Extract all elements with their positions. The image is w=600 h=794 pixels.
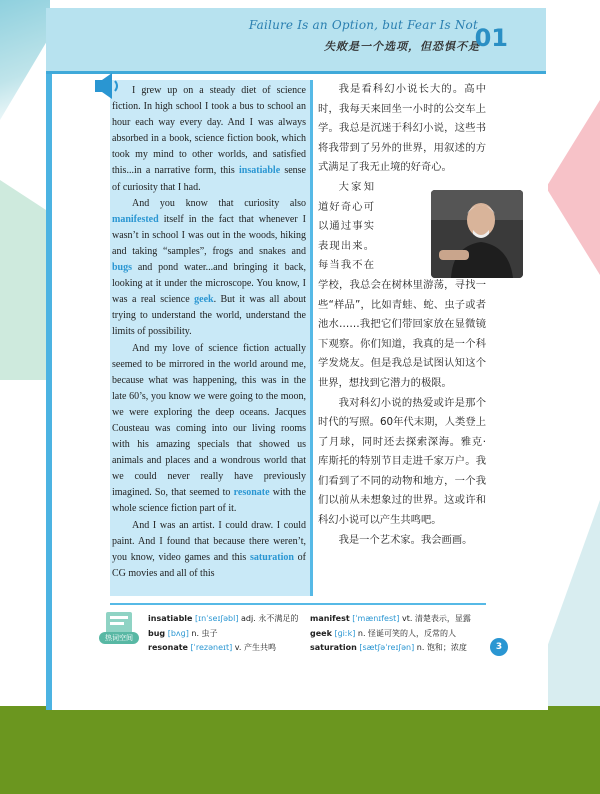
vocab-phonetic: [bʌɡ] bbox=[167, 628, 189, 638]
vocab-row bbox=[148, 641, 488, 656]
background-decoration-right-pink bbox=[546, 100, 600, 275]
keyword-geek[interactable]: geek bbox=[194, 294, 214, 306]
text-span: and pond water...and bringing it back, looking at it under the microscope. You know, I was a real science bbox=[112, 262, 306, 306]
vocab-phonetic: [ˈmænɪfest] bbox=[352, 614, 400, 623]
text-span: with the whole science fiction part of it. bbox=[112, 487, 306, 515]
left-margin-rule bbox=[46, 74, 52, 710]
english-paragraph-1 bbox=[112, 83, 306, 196]
english-column-border bbox=[310, 80, 313, 596]
text-span: . But it was all about trying to understand the world, understand the limits of possibility. bbox=[112, 294, 306, 338]
keyword-manifested[interactable]: manifested bbox=[112, 213, 159, 225]
chinese-paragraph-2 bbox=[318, 178, 486, 394]
vocab-definition: v. 产生共鸣 bbox=[234, 643, 276, 652]
vocab-word: manifest bbox=[310, 614, 350, 623]
vocab-entry-bug[interactable] bbox=[148, 627, 310, 642]
keyword-saturation[interactable]: saturation bbox=[250, 551, 294, 563]
vocab-word: insatiable bbox=[148, 614, 193, 623]
footer-band bbox=[0, 706, 600, 794]
english-paragraph-3 bbox=[112, 341, 306, 518]
vocab-entry-manifest[interactable] bbox=[310, 612, 488, 627]
text-span: I grew up on a steady diet of science fiction. In high school I took a bus to school an hour each way every day. And I was always absorbed in a book, science fiction book, which took my mind to other worlds, and satisfied this...in a narrative form, this bbox=[112, 85, 306, 177]
header-title-english: Failure Is an Option, but Fear Is Not bbox=[248, 18, 478, 32]
vocab-phonetic: [ˈrezəneɪt] bbox=[190, 643, 233, 652]
text-span: of CG movies and all of this bbox=[112, 551, 306, 579]
page-number: 3 bbox=[490, 638, 508, 656]
vocab-row bbox=[148, 627, 488, 642]
text-span: And I was an artist. I could draw. I could paint. And I found that because there weren’t, you know, video games and this bbox=[112, 519, 306, 563]
vocab-definition: n. 虫子 bbox=[191, 628, 218, 638]
photo-float-spacer bbox=[374, 180, 486, 266]
vocab-label: 热词空间 bbox=[99, 632, 139, 644]
background-decoration-top-left bbox=[0, 0, 50, 120]
vocab-word: bug bbox=[148, 628, 166, 638]
vocab-word: geek bbox=[310, 628, 332, 638]
chinese-paragraph-1: 我是看科幻小说长大的。高中时，我每天来回坐一小时的公交车上学。我总是沉迷于科幻小说，这些书将我带到了另外的世界，用叙述的方式满足了我无止境的好奇心。 bbox=[318, 83, 486, 174]
vocab-entry-resonate[interactable] bbox=[148, 641, 310, 656]
vocab-phonetic: [ɪnˈseɪʃəbl] bbox=[195, 614, 239, 623]
english-paragraph-4 bbox=[112, 518, 306, 582]
vocab-row bbox=[148, 612, 488, 627]
vocab-entry-saturation[interactable] bbox=[310, 641, 488, 656]
vocab-phonetic: [ɡiːk] bbox=[334, 628, 356, 638]
text-span: 大家知道好奇心可以通过事实表现出来。每当我不在学校，我总会在树林里游荡，寻找一些“样品”，比如青蛙、蛇、虫子或者池水……我把它们带回家放在显微镜下观察。你们知道，我真的是一个科学发烧友。但是我总是试图认知这个世界，想找到它潜力的极限。 bbox=[318, 180, 486, 389]
vocab-phonetic: [sætʃəˈreɪʃən] bbox=[359, 643, 415, 652]
vocab-entry-geek[interactable] bbox=[310, 627, 488, 642]
vocab-definition: adj. 永不满足的 bbox=[241, 614, 299, 623]
english-paragraph-2 bbox=[112, 196, 306, 341]
vocab-divider bbox=[110, 603, 486, 605]
text-span: itself in the fact that whenever I wasn’t in school I was out in the woods, hiking and taking “samples”, frogs and snakes and bbox=[112, 213, 306, 257]
vocab-definition: vt. 清楚表示，显露 bbox=[401, 614, 471, 623]
vocab-definition: n. 饱和；浓度 bbox=[416, 643, 467, 652]
vocab-definition: n. 怪诞可笑的人，反常的人 bbox=[357, 628, 457, 638]
chinese-paragraph-3: 我对科幻小说的热爱或许是那个时代的写照。60年代末期，人类登上了月球，同时还去探索深海。雅克·库斯托的特别节目走进千家万户。我们看到了不同的动物和地方，一个我们以前从未想象过的世界。这或许和科幻小说可以产生共鸣吧。 bbox=[318, 396, 486, 527]
keyword-resonate[interactable]: resonate bbox=[233, 487, 270, 499]
vocab-word: resonate bbox=[148, 643, 188, 652]
vocab-entry-insatiable[interactable] bbox=[148, 612, 310, 627]
english-passage bbox=[112, 83, 306, 582]
vocab-word: saturation bbox=[310, 643, 357, 652]
background-decoration-left bbox=[0, 180, 46, 380]
chinese-paragraph-4: 我是一个艺术家。我会画画。 bbox=[338, 533, 473, 546]
header-title-chinese: 失败是一个选项，但恐惧不是 bbox=[324, 40, 480, 53]
keyword-insatiable[interactable]: insatiable bbox=[239, 165, 281, 177]
text-span: And you know that curiosity also bbox=[132, 197, 306, 209]
vocabulary-list bbox=[148, 612, 488, 656]
keyword-bugs[interactable]: bugs bbox=[112, 262, 133, 274]
chinese-translation bbox=[318, 80, 486, 550]
text-span: sense of curiosity that I had. bbox=[112, 165, 306, 193]
text-span: And my love of science fiction actually seemed to be mirrored in the world around me, because what was happening, this was in the late 60’s, you know we were going to the moon, we were exploring the deep oceans. Jacques Cousteau was coming into our living rooms with his amazing specials that showed us animals and places and a wondrous world that we could never really have previously imagined. So, that seemed to bbox=[112, 342, 306, 499]
unit-number: 01 bbox=[474, 24, 508, 52]
